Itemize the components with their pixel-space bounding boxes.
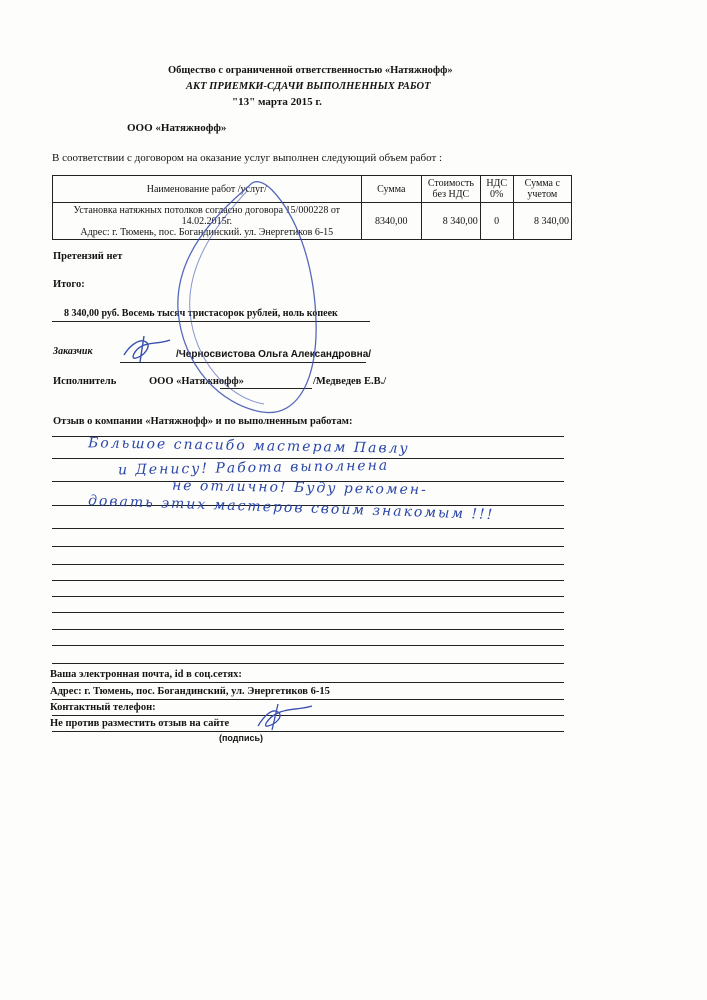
footer-line	[52, 715, 564, 716]
review-line	[52, 596, 564, 597]
total-underline	[52, 321, 370, 322]
table-header-row	[53, 176, 572, 203]
customer-label: Заказчик	[53, 346, 93, 357]
org-name: Общество с ограниченной ответственностью «Натяжнофф»	[168, 65, 453, 76]
review-line	[52, 663, 564, 664]
cell-total: 8 340,00	[513, 203, 571, 240]
review-label: Отзыв о компании «Натяжнофф» и по выполненным работам:	[53, 416, 353, 427]
consent-text: Не против разместить отзыв на сайте	[50, 718, 230, 729]
handwritten-review-line: довать этих мастеров своим знакомым !!!	[87, 492, 495, 524]
col-header-total: Сумма с учетом	[513, 176, 571, 203]
total-label: Итого:	[53, 279, 85, 290]
phone-label: Контактный телефон:	[50, 702, 156, 713]
col-header-no-vat: Стоимость без НДС	[422, 176, 481, 203]
col-header-vat: НДС 0%	[480, 176, 513, 203]
work-name-line1: Установка натяжных потолков согласно договора 15/000228 от 14.02.2015г.	[73, 204, 341, 227]
customer-signature-line	[120, 362, 366, 363]
review-line	[52, 580, 564, 581]
works-table	[52, 175, 572, 240]
review-line	[52, 612, 564, 613]
handwritten-review-line: и Денису! Работа выполнена	[117, 457, 390, 479]
customer-signature-icon	[124, 336, 170, 362]
table-row	[53, 203, 572, 240]
executor-signature-line	[220, 388, 312, 389]
consent-signature-icon	[258, 704, 312, 730]
work-name-line2: Адрес: г. Тюмень, пос. Богандинский. ул. Энергетиков 6-15	[80, 226, 334, 238]
claims-text: Претензий нет	[53, 251, 123, 262]
cell-work-name	[53, 203, 362, 240]
handwritten-review-line: не отлично! Буду рекомен-	[171, 477, 428, 499]
footer-line	[52, 682, 564, 683]
company-name: ООО «Натяжнофф»	[127, 122, 227, 134]
review-line	[52, 564, 564, 565]
col-header-sum: Сумма	[361, 176, 421, 203]
email-label: Ваша электронная почта, id в соц.сетях:	[50, 669, 242, 680]
intro-text: В соответствии с договором на оказание услуг выполнен следующий объем работ :	[52, 152, 443, 164]
doc-title: АКТ ПРИЕМКИ-СДАЧИ ВЫПОЛНЕННЫХ РАБОТ	[186, 81, 431, 92]
footer-line	[52, 699, 564, 700]
cell-vat: 0	[480, 203, 513, 240]
review-line	[52, 528, 564, 529]
review-line	[52, 546, 564, 547]
address-text: Адрес: г. Тюмень, пос. Богандинский, ул. Энергетиков 6-15	[50, 686, 330, 697]
executor-name: /Медведев Е.В./	[313, 376, 387, 387]
cell-no-vat: 8 340,00	[422, 203, 481, 240]
executor-label: Исполнитель	[53, 376, 117, 387]
cell-sum: 8340,00	[361, 203, 421, 240]
customer-name: /Черносвистова Ольга Александровна/	[176, 349, 372, 360]
review-line	[52, 645, 564, 646]
review-line	[52, 629, 564, 630]
total-value: 8 340,00 руб. Восемь тысяч тристасорок рублей, ноль копеек	[64, 308, 338, 319]
footer-line	[52, 731, 564, 732]
col-header-name: Наименование работ /услуг/	[53, 176, 362, 203]
handwritten-review-line: Большое спасибо мастерам Павлу	[87, 435, 410, 457]
executor-company: ООО «Натяжнофф»	[149, 376, 244, 387]
doc-date: "13" марта 2015 г.	[232, 96, 322, 108]
signature-caption: (подпись)	[219, 733, 264, 743]
